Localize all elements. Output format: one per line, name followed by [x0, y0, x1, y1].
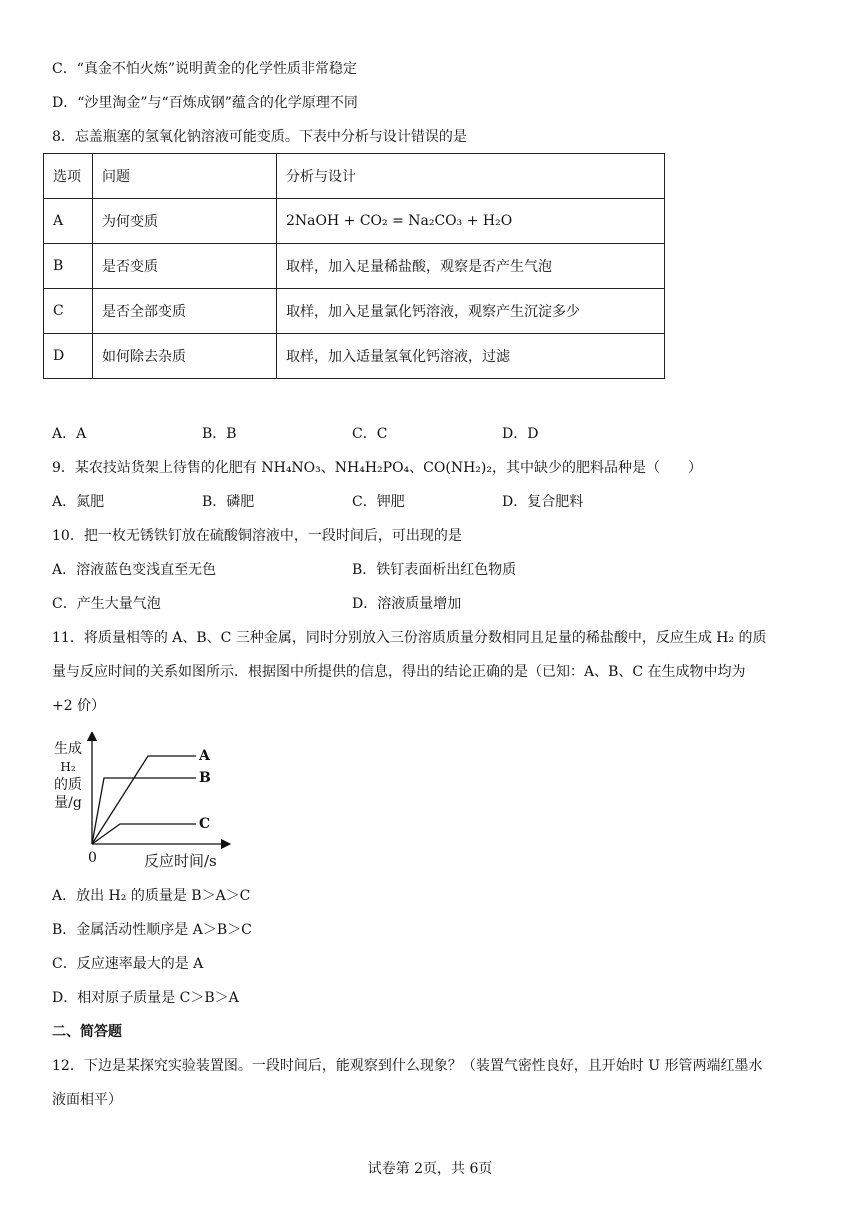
q12-stem-line2: 液面相平） [52, 1092, 122, 1108]
curve-b [92, 778, 196, 844]
graph-origin: 0 [88, 850, 97, 866]
table-cell: 如何除去杂质 [93, 334, 277, 379]
q9-option-b: B．磷肥 [202, 494, 255, 510]
q7-option-d: D．“沙里淘金”与“百炼成钢”蕴含的化学原理不同 [52, 95, 358, 111]
curve-c-label: C [199, 816, 211, 832]
curve-a [92, 756, 196, 844]
section-heading: 二、简答题 [52, 1024, 122, 1040]
table-header-row [44, 154, 665, 199]
graph-x-label: 反应时间/s [144, 852, 217, 870]
table-header-cell: 选项 [44, 154, 93, 199]
curve-b-label: B [199, 770, 211, 786]
table-cell: 是否变质 [93, 244, 277, 289]
q12-stem-line1: 12．下边是某探究实验装置图。一段时间后，能观察到什么现象？（装置气密性良好，且开始时 U 形管两端红墨水 [52, 1058, 763, 1074]
q10-option-d: D．溶液质量增加 [352, 596, 462, 612]
table-row [44, 244, 665, 289]
q11-option-c: C．反应速率最大的是 A [52, 956, 204, 972]
q9-stem: 9．某农技站货架上待售的化肥有 NH₄NO₃、NH₄H₂PO₄、CO(NH₂)₂，其中缺少的肥料品种是（ ） [52, 460, 702, 476]
q9-option-c: C．钾肥 [352, 494, 405, 510]
q11-stem-line1: 11．将质量相等的 A、B、C 三种金属，同时分别放入三份溶质质量分数相同且足量的稀盐酸中，反应生成 H₂ 的质 [52, 630, 767, 646]
table-cell: 取样，加入足量氯化钙溶液，观察产生沉淀多少 [277, 289, 665, 334]
q11-graph [50, 732, 240, 872]
q10-option-a: A．溶液蓝色变浅直至无色 [52, 562, 217, 578]
table-cell: 为何变质 [93, 199, 277, 244]
q11-option-a: A．放出 H₂ 的质量是 B＞A＞C [52, 888, 251, 904]
q8-option-d: D．D [502, 426, 539, 442]
page-footer: 试卷第 2页，共 6页 [367, 1161, 493, 1177]
table-cell: 取样，加入足量稀盐酸，观察是否产生气泡 [277, 244, 665, 289]
table-cell: 是否全部变质 [93, 289, 277, 334]
table-row [44, 334, 665, 379]
q7-option-c: C．“真金不怕火炼”说明黄金的化学性质非常稳定 [52, 61, 358, 77]
table-cell: 2NaOH + CO₂ = Na₂CO₃ + H₂O [277, 199, 665, 244]
graph-y-label-line: 生成 [54, 741, 82, 757]
q8-option-b: B．B [202, 426, 237, 442]
q8-option-a: A．A [52, 426, 87, 442]
q9-options [52, 492, 583, 512]
curve-c [92, 824, 196, 844]
q8-table [43, 153, 665, 379]
q8-stem: 8．忘盖瓶塞的氢氧化钠溶液可能变质。下表中分析与设计错误的是 [52, 129, 467, 145]
q11-option-b: B．金属活动性顺序是 A＞B＞C [52, 922, 252, 938]
curve-a-label: A [199, 748, 210, 764]
table-cell: A [44, 199, 93, 244]
q10-stem: 10．把一枚无锈铁钉放在硫酸铜溶液中，一段时间后，可出现的是 [52, 528, 462, 544]
q10-option-b: B．铁钉表面析出红色物质 [352, 562, 517, 578]
table-cell: B [44, 244, 93, 289]
q11-stem-line3: +2 价） [52, 698, 106, 714]
table-header-cell: 问题 [93, 154, 277, 199]
table-cell: 取样，加入适量氢氧化钙溶液，过滤 [277, 334, 665, 379]
q10-options-row2 [52, 594, 461, 614]
table-cell: C [44, 289, 93, 334]
q10-option-c: C．产生大量气泡 [52, 596, 161, 612]
graph-y-label-line: 量/g [54, 795, 82, 811]
q8-option-c: C．C [352, 426, 388, 442]
q8-options [52, 424, 538, 444]
q9-option-a: A．氮肥 [52, 494, 105, 510]
table-cell: D [44, 334, 93, 379]
q9-option-d: D．复合肥料 [502, 494, 584, 510]
q10-options-row1 [52, 560, 516, 580]
table-header-cell: 分析与设计 [277, 154, 665, 199]
q11-option-d: D．相对原子质量是 C＞B＞A [52, 990, 239, 1006]
graph-y-label-line: 的质 [54, 777, 82, 793]
table-row [44, 289, 665, 334]
q11-stem-line2: 量与反应时间的关系如图所示．根据图中所提供的信息，得出的结论正确的是（已知：A、B、C 在生成物中均为 [52, 664, 746, 680]
graph-y-label-line: H₂ [60, 760, 76, 774]
table-row [44, 199, 665, 244]
